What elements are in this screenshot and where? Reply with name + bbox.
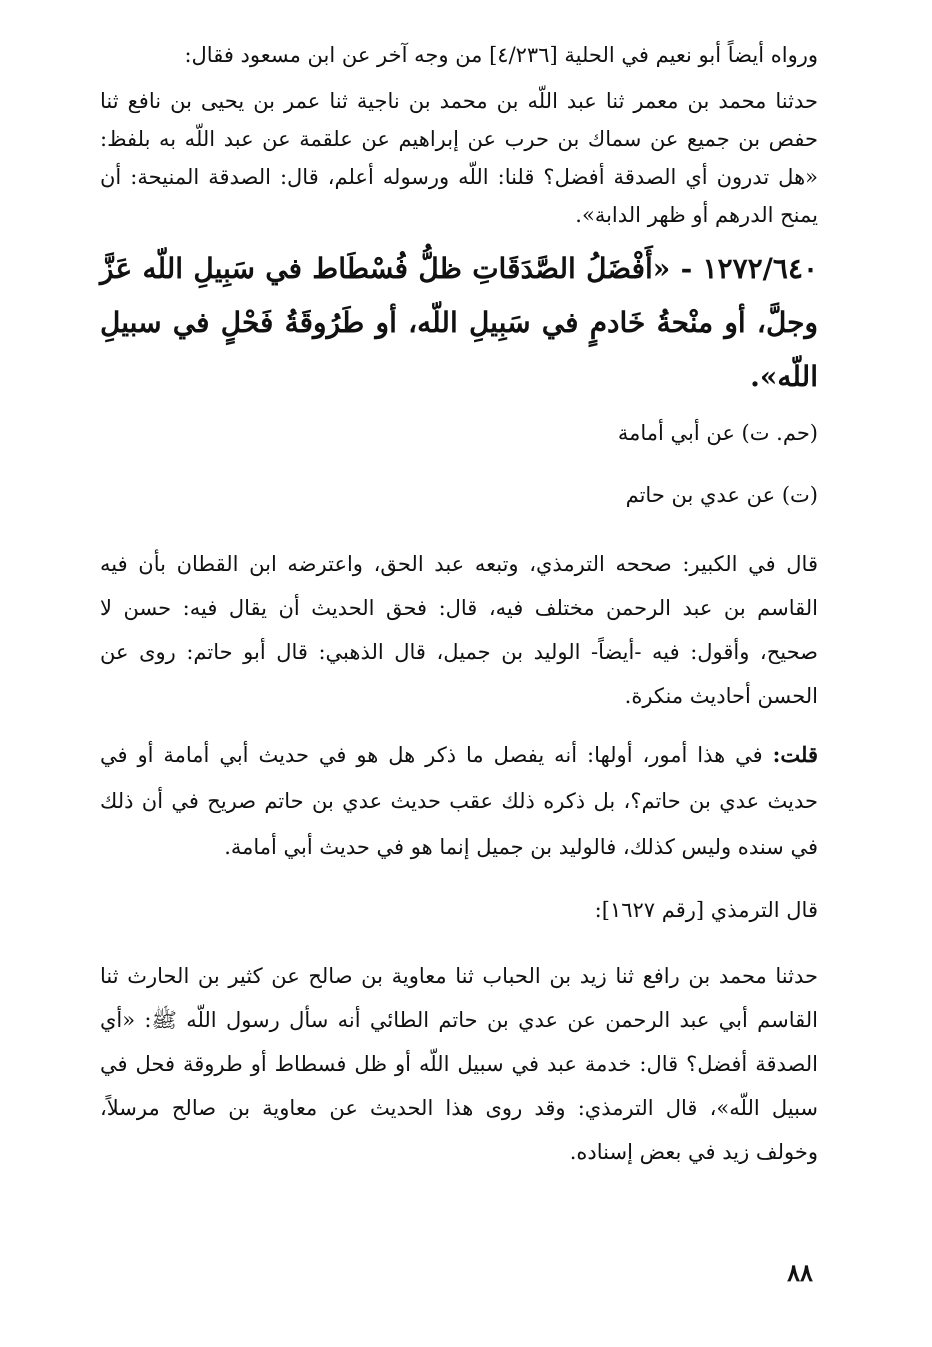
- hadith-entry: [100, 242, 818, 404]
- hadith-source-2: (ت) عن عدي بن حاتم: [625, 483, 818, 507]
- qult-text: في هذا أمور، أولها: أنه يفصل ما ذكر هل هو في حديث أبي أمامة أو في حديث عدي بن حاتم؟، بل ذكره ذلك عقب حديث عدي بن حاتم صريح في أن ذلك في سنده وليس كذلك، فالوليد بن جميل إنما هو في حديث أبي أمامة.: [100, 743, 818, 859]
- qult-lead: قلت:: [772, 742, 818, 767]
- commentary-qult: [100, 732, 818, 870]
- hadith-text: «أَفْضَلُ الصَّدَقَاتِ ظلُّ فُسْطَاط في سَبِيلِ اللّه عَزَّ وجلَّ، أو منْحةُ خَادمٍ في سَبِيلِ اللّه، أو طَرُوقَةُ فَحْلٍ في سبيلِ اللّه».: [100, 252, 818, 393]
- page-number: ٨٨: [787, 1258, 813, 1287]
- hadith-number: ١٢٧٢/٦٤٠ -: [680, 252, 819, 285]
- intro-paragraph: ورواه أيضاً أبو نعيم في الحلية [٤/٢٣٦] من وجه آخر عن ابن مسعود فقال:: [184, 43, 818, 67]
- isnad-paragraph: حدثنا محمد بن معمر ثنا عبد اللّه بن محمد بن ناجية ثنا عمر بن يحيى بن نافع ثنا حفص بن جميع عن سماك بن حرب عن إبراهيم عن علقمة عن عبد اللّه به بلفظ: «هل تدرون أي الصدقة أفضل؟ قلنا: اللّه ورسوله أعلم، قال: الصدقة المنيحة: أن يمنح الدرهم أو ظهر الدابة».: [100, 89, 818, 227]
- tirmidhi-heading: قال الترمذي [رقم ١٦٢٧]:: [594, 898, 818, 922]
- hadith-source-1: (حم. ت) عن أبي أمامة: [617, 421, 818, 445]
- page-body: [100, 38, 818, 1174]
- tirmidhi-paragraph: حدثنا محمد بن رافع ثنا زيد بن الحباب ثنا معاوية بن صالح عن كثير بن الحارث ثنا القاسم أبي عبد الرحمن عن عدي بن حاتم الطائي أنه سأل رسول اللّه ﷺ: «أي الصدقة أفضل؟ قال: خدمة عبد في سبيل اللّه أو ظل فسطاط أو طروقة فحل في سبيل اللّه»، قال الترمذي: وقد روى هذا الحديث عن معاوية بن صالح مرسلاً، وخولف زيد في بعض إسناده.: [100, 964, 818, 1164]
- commentary-kabir: قال في الكبير: صححه الترمذي، وتبعه عبد الحق، واعترضه ابن القطان بأن فيه القاسم بن عبد الرحمن مختلف فيه، قال: فحق الحديث أن يقال فيه: حسن لا صحيح، وأقول: فيه -أيضاً- الوليد بن جميل، قال الذهبي: قال أبو حاتم: روى عن الحسن أحاديث منكرة.: [100, 552, 818, 708]
